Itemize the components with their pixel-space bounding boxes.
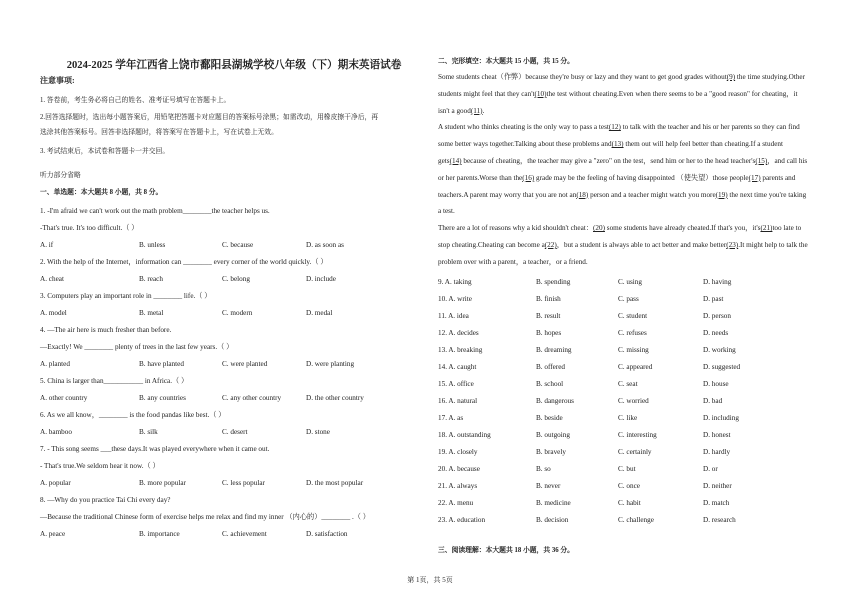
option-D[interactable]: D. person <box>703 312 731 320</box>
option-D[interactable]: D. medal <box>306 309 333 317</box>
option-B[interactable]: B. never <box>536 482 561 490</box>
passage-text: the test without cheating.Even when there seems to be a "good reason" for cheating，it <box>546 89 798 98</box>
note-line: 3. 考试结束后，本试卷和答题卡一并交回。 <box>40 148 170 155</box>
option-C[interactable]: C. like <box>618 414 638 422</box>
passage-text: some students have already cheated.If that's you，it's <box>604 224 761 233</box>
blank-number: (23) <box>726 240 739 249</box>
option-D[interactable]: D. include <box>306 275 336 283</box>
question-8-text: 8. —Why do you practice Tai Chi every day? <box>40 496 171 504</box>
exam-title: 2024-2025 学年江西省上饶市鄱阳县湖城学校八年级（下）期末英语试卷 <box>66 60 402 71</box>
passage-text: the next time you're taking <box>727 190 807 199</box>
option-B[interactable]: B. have planted <box>139 360 184 368</box>
passage-text: stop cheating.Cheating can become a <box>438 240 545 249</box>
passage-text: A student who thinks cheating is the only way to pass a test <box>438 123 609 132</box>
passage-text: too late to <box>772 224 802 233</box>
question-2-text: 2. With the help of the Internet，information can ________ every corner of the world quickly.（ ） <box>40 258 328 266</box>
option-D[interactable]: D. neither <box>703 482 732 490</box>
option-C[interactable]: C. refuses <box>618 329 647 337</box>
question-4-text: 4. —The air here is much fresher than before. <box>40 326 172 334</box>
option-A[interactable]: A. popular <box>40 479 71 487</box>
option-D[interactable]: D. working <box>703 346 736 354</box>
option-A[interactable]: 14. A. caught <box>438 363 477 371</box>
section2-heading: 二、完形填空：本大题共 15 小题，共 15 分。 <box>438 58 574 65</box>
option-A[interactable]: 16. A. natural <box>438 397 478 405</box>
option-C[interactable]: C. challenge <box>618 516 654 524</box>
passage-line <box>438 237 830 254</box>
question-7-text: - That's true.We seldom hear it now.（ ） <box>40 462 160 470</box>
blank-number: (16) <box>522 173 535 182</box>
passage-text: problem over with a parent，a teacher，or a friend. <box>438 257 588 266</box>
question-1-text: -That's true. It's too difficult.（ ） <box>40 224 139 232</box>
passage-text: a test. <box>438 207 455 216</box>
option-B[interactable]: B. hopes <box>536 329 562 337</box>
option-C[interactable]: C. belong <box>222 275 250 283</box>
option-D[interactable]: D. as soon as <box>306 241 344 249</box>
passage-text: grade may be the feeling of having disappointed （使失望）those people <box>534 173 749 182</box>
blank-number: (19) <box>715 190 728 199</box>
note-line: 1. 答卷前，考生务必将自己的姓名、准考证号填写在答题卡上。 <box>40 97 231 104</box>
option-D[interactable]: D. suggested <box>703 363 741 371</box>
option-A[interactable]: 21. A. always <box>438 482 478 490</box>
option-A[interactable]: 23. A. education <box>438 516 486 524</box>
passage-text: some better ways together.Talking about these problems and <box>438 140 612 149</box>
option-D[interactable]: D. the most popular <box>306 479 364 487</box>
option-D[interactable]: D. house <box>703 380 729 388</box>
passage-text: teachers.A parent may worry that you are not an <box>438 190 577 199</box>
passage-line <box>438 254 830 271</box>
blank-number: (18) <box>576 190 589 199</box>
passage-text: ，but a student is always able to act better and make better <box>556 240 727 249</box>
option-D[interactable]: D. or <box>703 465 718 473</box>
option-D[interactable]: D. hardly <box>703 448 731 456</box>
option-B[interactable]: B. decision <box>536 516 569 524</box>
blank-number: (9) <box>726 73 736 81</box>
option-D[interactable]: D. having <box>703 278 732 286</box>
listening-note: 听力部分省略 <box>40 172 81 179</box>
passage-text: gets <box>438 156 450 165</box>
option-A[interactable]: 10. A. write <box>438 295 472 303</box>
passage-text: or her parents.Worse than the <box>438 173 523 182</box>
passage-text: to talk with the teacher and his or her parents so they can find <box>620 123 800 132</box>
passage-text: There are a lot of reasons why a kid shouldn't cheat： <box>438 224 593 233</box>
option-B[interactable]: B. outgoing <box>536 431 570 439</box>
option-C[interactable]: C. using <box>618 278 642 286</box>
question-4-text: —Exactly! We ________ plenty of trees in the last few years.（ ） <box>40 343 234 351</box>
option-B[interactable]: B. dreaming <box>536 346 572 354</box>
option-C[interactable]: C. certainly <box>618 448 652 456</box>
passage-text: Some students cheat（作弊）because they're busy or lazy and they want to get good grades without <box>438 73 727 81</box>
option-A[interactable]: 19. A. closely <box>438 448 478 456</box>
passage-text: parents and <box>760 173 796 182</box>
option-C[interactable]: C. less popular <box>222 479 265 487</box>
option-A[interactable]: 11. A. idea <box>438 312 469 320</box>
page-footer: 第 1页，共 5页 <box>407 576 453 584</box>
section1-heading: 一、单选题：本大题共 8 小题，共 8 分。 <box>40 189 163 196</box>
question-3-text: 3. Computers play an important role in ________ life.（ ） <box>40 292 212 300</box>
option-A[interactable]: A. other country <box>40 394 88 402</box>
notes-heading: 注意事项: <box>40 76 75 85</box>
option-B[interactable]: B. more popular <box>139 479 186 487</box>
passage-line <box>438 69 830 86</box>
option-C[interactable]: C. student <box>618 312 648 320</box>
option-A[interactable]: A. bamboo <box>40 428 72 436</box>
option-D[interactable]: D. the other country <box>306 394 364 402</box>
option-D[interactable]: D. needs <box>703 329 729 337</box>
option-B[interactable]: B. so <box>536 465 551 473</box>
option-C[interactable]: C. modern <box>222 309 253 317</box>
blank-number: (22) <box>544 240 557 249</box>
option-B[interactable]: B. silk <box>139 428 158 436</box>
blank-number: (17) <box>748 173 761 182</box>
passage-text: them out will help feel better than cheating.If a student <box>623 140 784 149</box>
option-B[interactable]: B. unless <box>139 241 166 249</box>
option-A[interactable]: 22. A. menu <box>438 499 474 507</box>
passage-text: students might feel that they can't <box>438 89 535 98</box>
option-B[interactable]: B. result <box>536 312 561 320</box>
passage-line <box>438 170 830 187</box>
option-D[interactable]: D. satisfaction <box>306 530 348 538</box>
option-C[interactable]: C. interesting <box>618 431 657 439</box>
note-line: 2.回答选择题时，选出每小题答案后，用铅笔把答题卡对应题目的答案标号涂黑；如需改动，用橡皮擦干净后，再 <box>40 114 379 121</box>
option-C[interactable]: C. appeared <box>618 363 653 371</box>
passage-text: isn't a good <box>438 106 471 115</box>
blank-number: (12) <box>608 123 621 132</box>
blank-number: (14) <box>449 156 462 165</box>
passage-text: . <box>482 106 485 115</box>
option-B[interactable]: B. any countries <box>139 394 186 402</box>
passage-line <box>438 220 830 237</box>
option-A[interactable]: 17. A. as <box>438 414 464 422</box>
option-B[interactable]: B. beside <box>536 414 563 422</box>
option-D[interactable]: D. bad <box>703 397 723 405</box>
passage-line <box>438 153 830 170</box>
option-D[interactable]: D. stone <box>306 428 330 436</box>
passage-text: the time studying.Other <box>735 73 805 81</box>
section3-heading: 三、阅读理解：本大题共 18 小题，共 36 分。 <box>438 547 574 554</box>
option-B[interactable]: B. school <box>536 380 564 388</box>
cloze-passage <box>438 69 830 271</box>
option-A[interactable]: 20. A. because <box>438 465 480 473</box>
option-A[interactable]: 13. A. breaking <box>438 346 483 354</box>
question-1-text: 1. -I'm afraid we can't work out the math problem________the teacher helps us. <box>40 207 270 215</box>
passage-line <box>438 136 830 153</box>
passage-line <box>438 103 830 120</box>
option-D[interactable]: D. were planting <box>306 360 355 368</box>
option-B[interactable]: B. finish <box>536 295 561 303</box>
option-D[interactable]: D. match <box>703 499 730 507</box>
option-B[interactable]: B. medicine <box>536 499 571 507</box>
option-A[interactable]: 18. A. outstanding <box>438 431 491 439</box>
note-line: 选涂其他答案标号。回答非选择题时，将答案写在答题卡上，写在试卷上无效。 <box>40 129 278 136</box>
option-A[interactable]: A. model <box>40 309 67 317</box>
option-C[interactable]: C. achievement <box>222 530 267 538</box>
passage-line <box>438 187 830 204</box>
passage-text: because of cheating，the teacher may give a "zero" on the test，send him or her to the head teacher's <box>461 156 756 165</box>
blank-number: (10) <box>534 89 547 98</box>
blank-number: (15) <box>755 156 768 165</box>
option-C[interactable]: C. habit <box>618 499 641 507</box>
passage-text: .It might help to talk the <box>738 240 808 249</box>
option-C[interactable]: C. pass <box>618 295 639 303</box>
option-D[interactable]: D. research <box>703 516 736 524</box>
option-C[interactable]: C. because <box>222 241 254 249</box>
blank-number: (21) <box>760 224 773 233</box>
option-C[interactable]: C. but <box>618 465 636 473</box>
option-C[interactable]: C. seat <box>618 380 638 388</box>
passage-line <box>438 86 830 103</box>
question-8-text: —Because the traditional Chinese form of exercise helps me relax and find my inner （内心的）________ .（ ） <box>40 513 370 521</box>
option-B[interactable]: B. bravely <box>536 448 566 456</box>
passage-text: ，and call his <box>767 156 808 165</box>
option-C[interactable]: C. were planted <box>222 360 268 368</box>
option-B[interactable]: B. importance <box>139 530 180 538</box>
passage-text: person and a teacher might watch you more <box>588 190 716 199</box>
option-A[interactable]: A. if <box>40 241 54 249</box>
question-5-text: 5. China is larger than___________ in Africa.（ ） <box>40 377 189 385</box>
passage-line <box>438 203 830 220</box>
blank-number: (20) <box>592 224 605 233</box>
option-A[interactable]: 15. A. office <box>438 380 474 388</box>
option-C[interactable]: C. any other country <box>222 394 282 402</box>
option-B[interactable]: B. dangerous <box>536 397 574 405</box>
option-A[interactable]: 9. A. taking <box>438 278 472 286</box>
option-A[interactable]: A. cheat <box>40 275 64 283</box>
option-B[interactable]: B. metal <box>139 309 164 317</box>
option-C[interactable]: C. once <box>618 482 640 490</box>
option-B[interactable]: B. spending <box>536 278 571 286</box>
blank-number: (11) <box>470 106 483 115</box>
option-C[interactable]: C. missing <box>618 346 649 354</box>
option-B[interactable]: B. reach <box>139 275 163 283</box>
option-C[interactable]: C. desert <box>222 428 248 436</box>
option-A[interactable]: A. planted <box>40 360 70 368</box>
option-D[interactable]: D. including <box>703 414 739 422</box>
option-D[interactable]: D. honest <box>703 431 731 439</box>
option-D[interactable]: D. past <box>703 295 724 303</box>
passage-line <box>438 119 830 136</box>
option-B[interactable]: B. offered <box>536 363 566 371</box>
option-A[interactable]: A. peace <box>40 530 66 538</box>
option-A[interactable]: 12. A. decides <box>438 329 479 337</box>
question-6-text: 6. As we all know，________ is the food pandas like best.（ ） <box>40 411 226 419</box>
blank-number: (13) <box>611 140 624 149</box>
question-7-text: 7. - This song seems ___these days.It was played everywhere when it came out. <box>40 445 270 453</box>
option-C[interactable]: C. worried <box>618 397 649 405</box>
